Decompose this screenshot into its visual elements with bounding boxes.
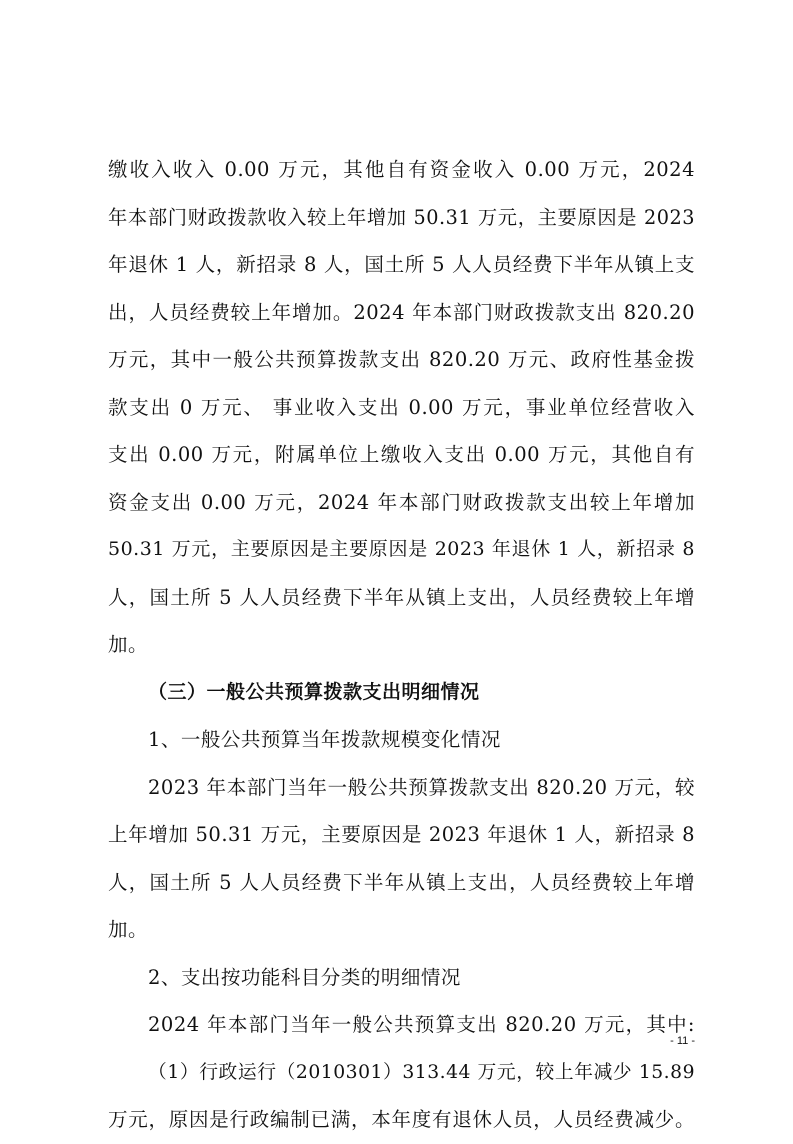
text-line: 款支出 0 万元、 事业收入支出 0.00 万元，事业单位经营收入: [108, 395, 695, 419]
subsection-heading: 2、支出按功能科目分类的明细情况: [148, 965, 461, 989]
text-line: 2024 年本部门当年一般公共预算支出 820.20 万元，其中:: [148, 1013, 695, 1036]
section-heading: （三）一般公共预算拨款支出明细情况: [148, 680, 480, 703]
text-line: 上年增加 50.31 万元，主要原因是 2023 年退休 1 人，新招录 8: [108, 823, 695, 846]
text-line: 加。: [108, 918, 149, 941]
text-line: 2023 年本部门当年一般公共预算拨款支出 820.20 万元，较: [148, 775, 695, 799]
text-line: 加。: [108, 633, 149, 656]
text-line: 人，国土所 5 人人员经费下半年从镇上支出，人员经费较上年增: [108, 870, 695, 894]
text-line: 50.31 万元，主要原因是主要原因是 2023 年退休 1 人，新招录 8: [108, 538, 695, 560]
text-line: 出，人员经费较上年增加。2024 年本部门财政拨款支出 820.20: [108, 300, 695, 324]
text-line: 资金支出 0.00 万元，2024 年本部门财政拨款支出较上年增加: [108, 490, 695, 514]
text-line: 万元，其中一般公共预算拨款支出 820.20 万元、政府性基金拨: [108, 348, 695, 371]
text-line: 缴收入收入 0.00 万元，其他自有资金收入 0.00 万元，2024: [108, 158, 695, 181]
page-number-text: - 11 -: [670, 1035, 695, 1047]
subsection-heading: 1、一般公共预算当年拨款规模变化情况: [148, 728, 501, 751]
text-line: （1）行政运行（2010301）313.44 万元，较上年减少 15.89: [148, 1061, 695, 1083]
document-body: [108, 146, 695, 1144]
text-line: 万元，原因是行政编制已满，本年度有退休人员，人员经费减少。: [108, 1108, 695, 1131]
text-line: 年退休 1 人，新招录 8 人，国土所 5 人人员经费下半年从镇上支: [108, 253, 695, 276]
text-line: 支出 0.00 万元，附属单位上缴收入支出 0.00 万元，其他自有: [108, 443, 695, 466]
text-line: 年本部门财政拨款收入较上年增加 50.31 万元，主要原因是 2023: [108, 205, 695, 229]
text-line: 人，国土所 5 人人员经费下半年从镇上支出，人员经费较上年增: [108, 585, 695, 609]
